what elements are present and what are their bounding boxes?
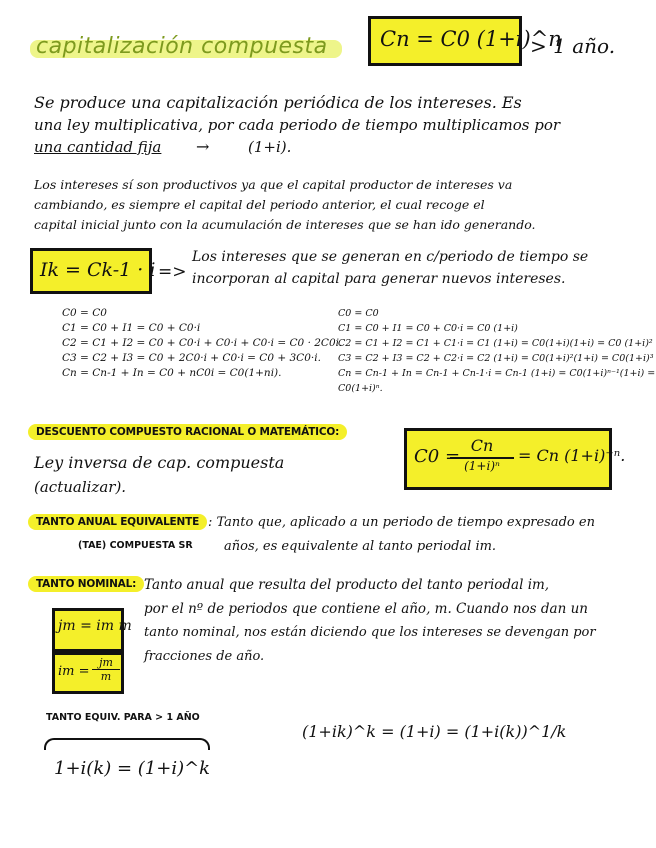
interest-line-2: incorporan al capital para generar nuevos intereses. [192, 271, 566, 287]
intro-line-3-fixed: una cantidad fija [34, 138, 162, 156]
equivalent-label: TANTO EQUIV. PARA > 1 AÑO [46, 712, 200, 723]
derivation-right-line: C3 = C2 + I3 = C2 + C2·i = C2 (1+i) = C0(1+i)²(1+i) = C0(1+i)³ [338, 353, 654, 364]
equivalent-formula-right: (1+ik)^k = (1+i) = (1+i(k))^1/k [302, 722, 567, 741]
discount-fraction-den: (1+i)ⁿ [464, 459, 500, 473]
productive-line-2: cambiando, es siempre el capital del periodo anterior, el cual recoge el [34, 197, 485, 212]
interest-line-1: Los intereses que se generan en c/periodo de tiempo se [192, 249, 589, 265]
intro-line-3-arrow: → [196, 137, 210, 156]
derivation-right-line: C2 = C1 + I2 = C1 + C1·i = C1 (1+i) = C0(1+i)(1+i) = C0 (1+i)² [338, 338, 653, 349]
main-formula: Cn = C0 (1+i)^n [380, 27, 562, 51]
discount-label: DESCUENTO COMPUESTO RACIONAL O MATEMÁTICO: [28, 424, 347, 440]
nominal-box-2-lhs: im = [58, 664, 90, 679]
discount-formula-lhs: C0 = [414, 446, 461, 467]
discount-formula-rhs: = Cn (1+i)⁻ⁿ. [518, 446, 626, 465]
nominal-box-1-formula: jm = im m [58, 618, 132, 634]
derivation-left-line: Cn = Cn-1 + In = C0 + nC0i = C0(1+ni). [62, 367, 282, 379]
nominal-line-2: por el nº de periodos que contiene el año, m. Cuando nos dan un [144, 601, 588, 617]
derivation-right-line: Cn = Cn-1 + In = Cn-1 + Cn-1·i = Cn-1 (1+i) = C0(1+i)ⁿ⁻¹(1+i) = C0(1+i)ⁿ. [338, 368, 656, 394]
derivation-right-line: C0 = C0 [338, 308, 379, 319]
equivalent-formula-left: 1+i(k) = (1+i)^k [54, 758, 211, 779]
derivation-left-line: C0 = C0 [62, 307, 107, 319]
derivation-left-line: C3 = C2 + I3 = C0 + 2C0·i + C0·i = C0 + 3C0·i. [62, 352, 321, 364]
tae-line-1: : Tanto que, aplicado a un periodo de tiempo expresado en [208, 515, 595, 530]
interest-formula: Ik = Ck-1 · i [40, 259, 156, 281]
tae-sublabel: (TAE) COMPUESTA SR [78, 540, 193, 551]
productive-line-1: Los intereses sí son productivos ya que el capital productor de intereses va [34, 177, 513, 192]
nominal-box-2-den: m [100, 670, 112, 683]
nominal-box-2-num: jm [92, 656, 120, 670]
discount-line-1: Ley inversa de cap. compuesta [34, 453, 285, 472]
discount-line-2: (actualizar). [34, 478, 127, 496]
derivation-left-line: C1 = C0 + I1 = C0 + C0·i [62, 322, 201, 334]
page-title: capitalización compuesta [36, 34, 328, 59]
productive-line-3: capital inicial junto con la acumulación de intereses que se han ido generando. [34, 217, 536, 232]
nominal-line-3: tanto nominal, nos están diciendo que los intereses se devengan por [144, 625, 596, 640]
nominal-label: TANTO NOMINAL: [28, 576, 144, 592]
nominal-line-4: fracciones de año. [144, 649, 265, 664]
tae-line-2: años, es equivalente al tanto periodal im. [224, 539, 497, 554]
intro-line-1: Se produce una capitalización periódica de los intereses. Es [34, 93, 522, 112]
derivation-left [62, 306, 342, 381]
interest-formula-arrow: => [158, 262, 187, 282]
discount-fraction-num: Cn [450, 436, 514, 459]
nominal-box-2-fraction [92, 656, 120, 683]
tae-label: TANTO ANUAL EQUIVALENTE [28, 514, 207, 530]
derivation-right-line: C1 = C0 + I1 = C0 + C0·i = C0 (1+i) [338, 323, 518, 334]
nominal-line-1: Tanto anual que resulta del producto del tanto periodal im, [144, 577, 550, 593]
derivation-left-line: C2 = C1 + I2 = C0 + C0·i + C0·i + C0·i = C0 · 2C0i. [62, 337, 343, 349]
main-formula-annotation: > 1 año. [530, 34, 616, 58]
intro-line-2: una ley multiplicativa, por cada periodo de tiempo multiplicamos por [34, 116, 561, 134]
equivalent-brace [44, 738, 210, 750]
intro-line-3-factor: (1+i). [248, 138, 292, 156]
derivation-right [338, 306, 656, 396]
discount-fraction [450, 436, 514, 473]
